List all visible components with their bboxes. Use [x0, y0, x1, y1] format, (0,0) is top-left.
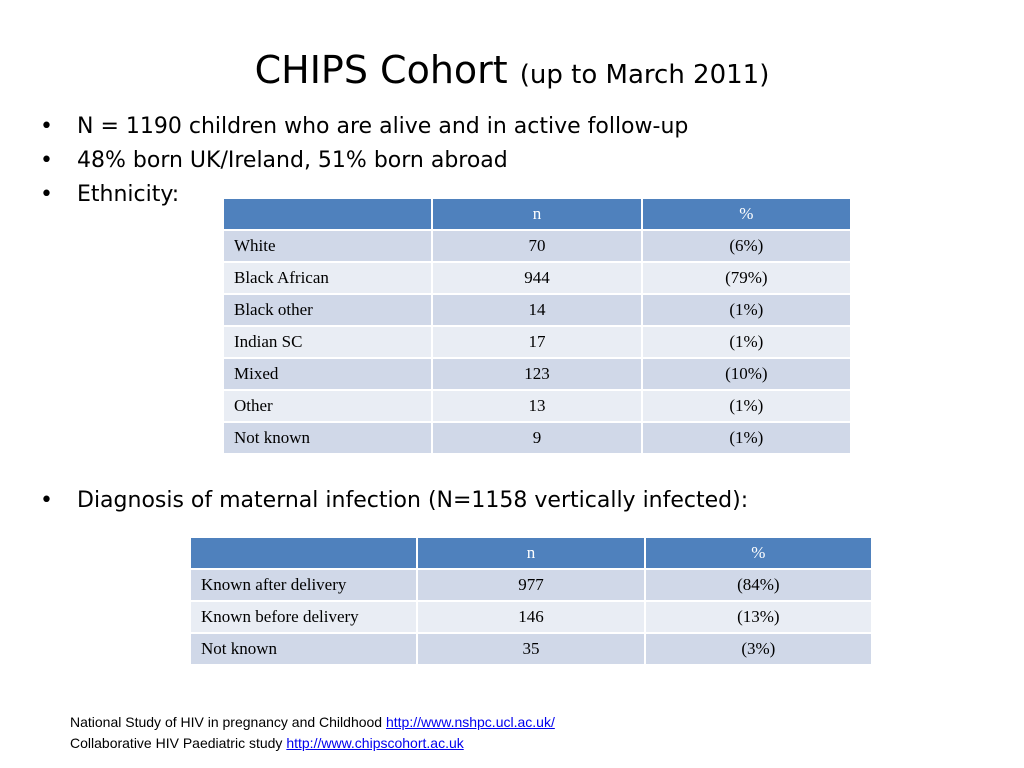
footer-text: Collaborative HIV Paediatric study	[70, 735, 287, 751]
title-subtitle: (up to March 2011)	[519, 60, 770, 90]
table-row	[190, 633, 872, 665]
slide-title	[0, 46, 1024, 99]
table-row	[223, 294, 851, 326]
percent-cell: (1%)	[642, 326, 851, 358]
table-row	[190, 569, 872, 601]
percent-cell: (1%)	[642, 390, 851, 422]
table-header-row	[223, 198, 851, 230]
percent-cell: (1%)	[642, 294, 851, 326]
title-main: CHIPS Cohort	[254, 48, 508, 92]
table-row	[223, 390, 851, 422]
bullet-birthplace	[40, 146, 508, 176]
ethnicity-label: Black other	[223, 294, 432, 326]
diagnosis-label: Known before delivery	[190, 601, 417, 633]
nshpc-link[interactable]: http://www.nshpc.ucl.ac.uk/	[385, 714, 555, 730]
ethnicity-label: Mixed	[223, 358, 432, 390]
bullet-text: Diagnosis of maternal infection (N=1158 vertically infected):	[77, 488, 749, 513]
ethnicity-label: Not known	[223, 422, 432, 454]
count-cell: 977	[417, 569, 644, 601]
bullet-icon: •	[40, 182, 53, 207]
count-cell: 17	[432, 326, 641, 358]
header-cell: n	[417, 537, 644, 569]
bullet-icon: •	[40, 114, 53, 139]
table-header-row	[190, 537, 872, 569]
table-row	[223, 326, 851, 358]
table-row	[223, 230, 851, 262]
diagnosis-label: Known after delivery	[190, 569, 417, 601]
percent-cell: (79%)	[642, 262, 851, 294]
bullet-text: 48% born UK/Ireland, 51% born abroad	[77, 148, 508, 173]
bullet-icon: •	[40, 488, 53, 513]
percent-cell: (13%)	[645, 601, 872, 633]
count-cell: 13	[432, 390, 641, 422]
table-row	[223, 262, 851, 294]
count-cell: 9	[432, 422, 641, 454]
table-row	[223, 358, 851, 390]
percent-cell: (3%)	[645, 633, 872, 665]
bullet-text: N = 1190 children who are alive and in active follow-up	[77, 114, 689, 139]
header-cell	[223, 198, 432, 230]
diagnosis-table	[189, 536, 873, 666]
percent-cell: (1%)	[642, 422, 851, 454]
bullet-cohort-size	[40, 112, 688, 142]
count-cell: 123	[432, 358, 641, 390]
header-cell: %	[645, 537, 872, 569]
percent-cell: (10%)	[642, 358, 851, 390]
bullet-ethnicity	[40, 180, 179, 210]
ethnicity-table	[222, 197, 852, 455]
table-row	[223, 422, 851, 454]
bullet-diagnosis	[40, 486, 748, 516]
diagnosis-label: Not known	[190, 633, 417, 665]
count-cell: 944	[432, 262, 641, 294]
count-cell: 70	[432, 230, 641, 262]
count-cell: 14	[432, 294, 641, 326]
percent-cell: (6%)	[642, 230, 851, 262]
bullet-icon: •	[40, 148, 53, 173]
ethnicity-label: Black African	[223, 262, 432, 294]
footer-text: National Study of HIV in pregnancy and Childhood	[70, 714, 386, 730]
header-cell	[190, 537, 417, 569]
header-cell: %	[642, 198, 851, 230]
header-cell: n	[432, 198, 641, 230]
footer-chips	[70, 733, 464, 753]
ethnicity-label: Other	[223, 390, 432, 422]
ethnicity-label: White	[223, 230, 432, 262]
chips-link[interactable]: http://www.chipscohort.ac.uk	[286, 735, 464, 751]
bullet-text: Ethnicity:	[77, 182, 180, 207]
table-row	[190, 601, 872, 633]
count-cell: 35	[417, 633, 644, 665]
footer-nshpc	[70, 712, 555, 732]
count-cell: 146	[417, 601, 644, 633]
ethnicity-label: Indian SC	[223, 326, 432, 358]
percent-cell: (84%)	[645, 569, 872, 601]
